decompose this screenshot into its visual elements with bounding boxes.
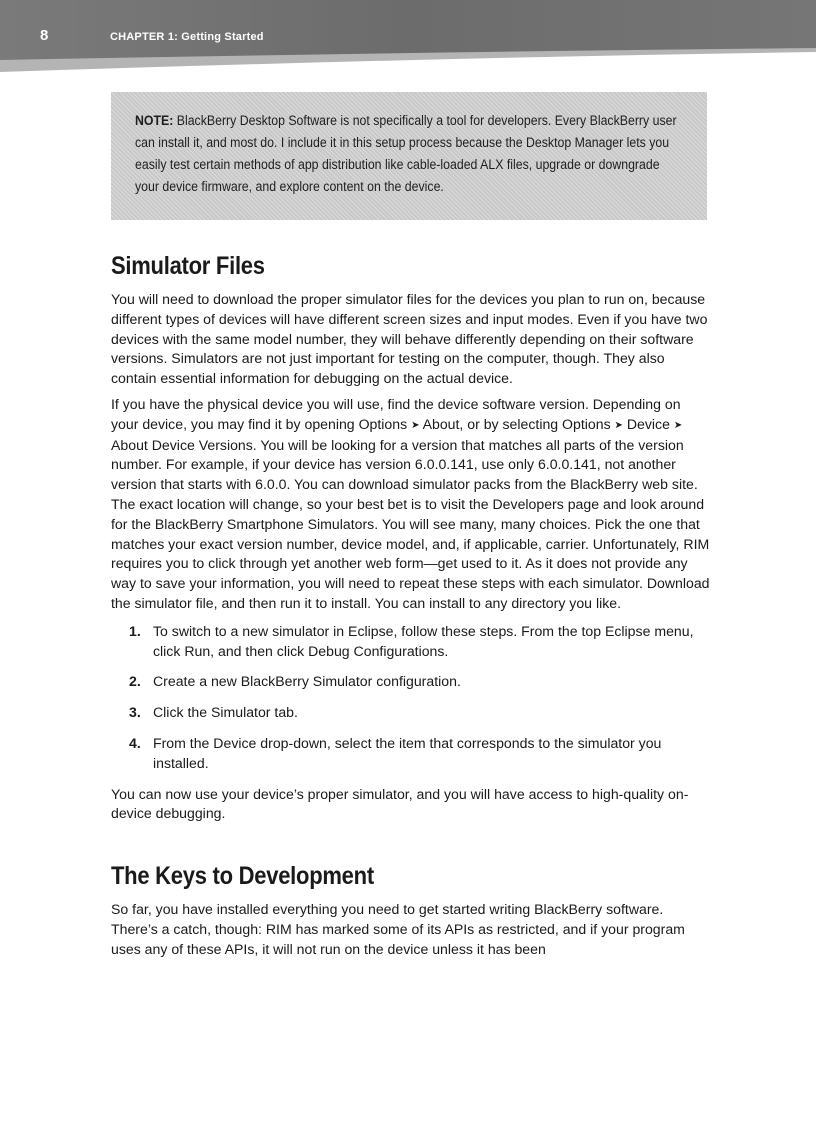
section-heading-keys-to-development: The Keys to Development	[111, 862, 374, 891]
note-box	[111, 92, 707, 220]
section-heading-simulator-files: Simulator Files	[111, 252, 265, 280]
menu-arrow-icon: ➤	[411, 419, 420, 431]
step-text: Create a new BlackBerry Simulator configuration.	[153, 673, 461, 690]
paragraph-simulator-intro: You will need to download the proper simulator files for the devices you plan to run on, because different types of devices will have different screen sizes and input modes. Even if you have two devices with the same model number, they will behave differently depending on their software versions. Simulators are not just important for testing on the computer, though. They also contain essential information for debugging on the actual device.	[111, 291, 708, 387]
step-number: 3.	[129, 704, 141, 721]
page-number: 8	[40, 27, 49, 44]
note-text	[135, 110, 678, 198]
paragraph-text: If you have the physical device you will use, find the device software version. Depending on your device, you may find it by opening Options	[111, 395, 681, 432]
menu-arrow-icon: ➤	[673, 419, 683, 431]
list-item	[111, 734, 711, 774]
paragraph-text: Device	[622, 415, 674, 432]
paragraph-text: About, or by selecting Options	[419, 415, 615, 432]
list-item	[111, 703, 711, 723]
chapter-title: CHAPTER 1: Getting Started	[110, 31, 264, 43]
steps-list	[111, 622, 711, 774]
menu-arrow-icon: ➤	[614, 419, 623, 431]
page-content	[111, 248, 711, 960]
paragraph-device-version	[111, 395, 711, 614]
list-item	[111, 672, 711, 692]
chapter-header-bar	[0, 0, 816, 90]
paragraph-keys-intro: So far, you have installed everything you need to get started writing BlackBerry software. There’s a catch, though: RIM has marked some of its APIs as restricted, and if your program uses any of these APIs, it will not run on the device unless it has been	[111, 901, 685, 957]
step-number: 4.	[129, 734, 141, 751]
step-text: To switch to a new simulator in Eclipse, follow these steps. From the top Eclipse menu, click Run, and then click Debug Configurations.	[153, 622, 694, 659]
paragraph-simulator-summary: You can now use your device’s proper simulator, and you will have access to high-quality on-device debugging.	[111, 785, 689, 822]
step-text: From the Device drop-down, select the item that corresponds to the simulator you installed.	[153, 734, 662, 771]
note-body: BlackBerry Desktop Software is not specifically a tool for developers. Every BlackBerry user can install it, and most do. I include it in this setup process because the Desktop Manager lets you easily test certain methods of app distribution like cable-loaded ALX files, upgrade or downgrade your device firmware, and explore content on the device.	[135, 113, 677, 194]
list-item	[111, 622, 711, 662]
step-number: 1.	[129, 622, 141, 639]
step-text: Click the Simulator tab.	[153, 704, 298, 721]
note-label: NOTE:	[135, 113, 174, 128]
step-number: 2.	[129, 673, 141, 690]
header-banner-graphic	[0, 0, 816, 90]
paragraph-text: About Device Versions. You will be looking for a version that matches all parts of the version number. For example, if your device has version 6.0.0.141, use only 6.0.0.141, not another version that starts with 6.0.0. You can download simulator packs from the BlackBerry web site. The exact location will change, so your best bet is to visit the Developers page and look around for the BlackBerry Smartphone Simulators. You will see many, many choices. Pick the one that matches your exact version number, device model, and, if applicable, carrier. Unfortunately, RIM requires you to click through yet another web form—get used to it. As it does not provide any way to save your information, you will need to repeat these steps with each simulator. Download the simulator file, and then run it to install. You can install to any directory you like.	[111, 436, 710, 611]
